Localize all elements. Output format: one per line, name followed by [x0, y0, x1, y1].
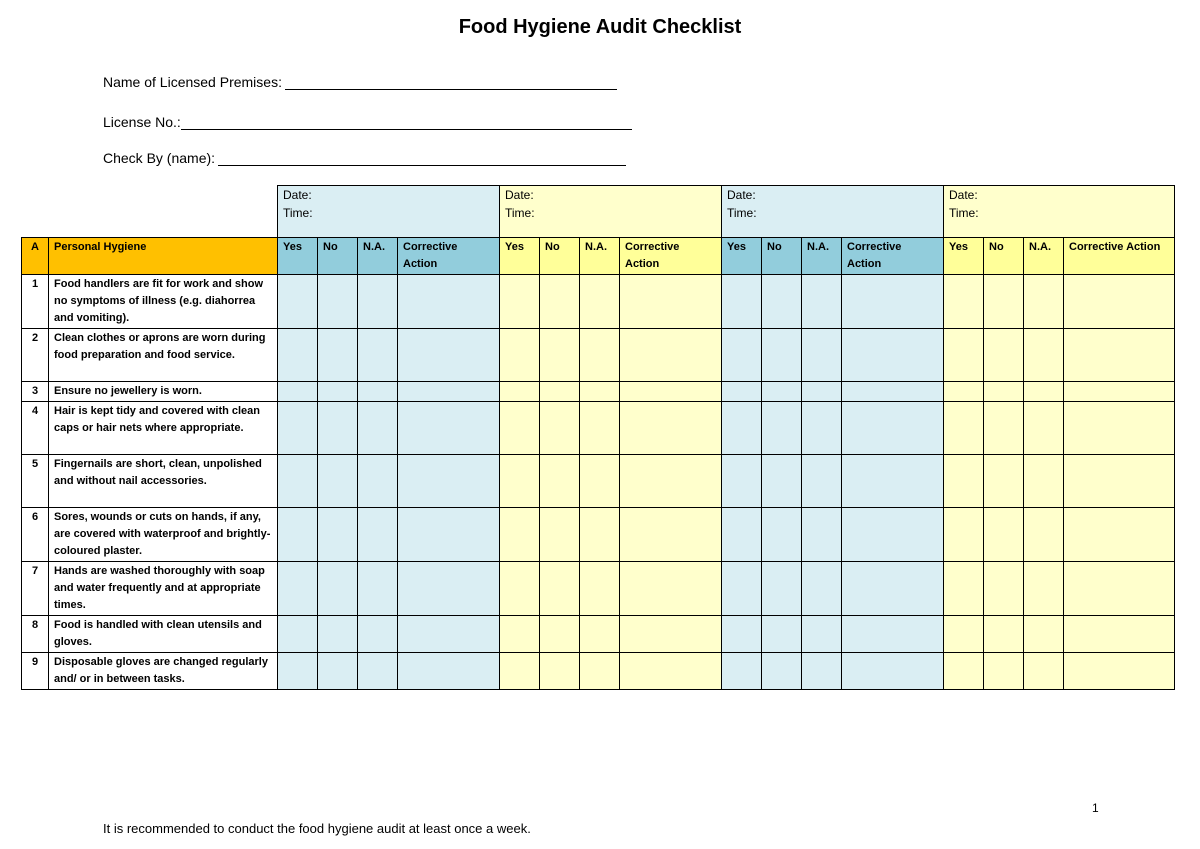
session-3-yes-cell[interactable]: [722, 275, 762, 329]
session-4-no-cell[interactable]: [984, 562, 1024, 616]
session-1-na-cell[interactable]: [358, 653, 398, 690]
session-3-action-cell[interactable]: [842, 508, 944, 562]
item-number: 3: [22, 382, 49, 402]
session-1-yes-cell[interactable]: [278, 275, 318, 329]
item-number: 7: [22, 562, 49, 616]
license-label: License No.:: [103, 114, 181, 130]
session-4-na-cell[interactable]: [1024, 402, 1064, 455]
session-4-na-cell[interactable]: [1024, 455, 1064, 508]
session-2-no-cell[interactable]: [540, 382, 580, 402]
session-1-action-cell[interactable]: [398, 653, 500, 690]
session-2-datetime[interactable]: [500, 186, 722, 238]
table-row: [22, 508, 1175, 562]
table-row: [22, 402, 1175, 455]
session-4-datetime[interactable]: [944, 186, 1175, 238]
session-1-action-cell[interactable]: [398, 382, 500, 402]
section-letter: A: [22, 238, 49, 275]
session-2-na-cell[interactable]: [580, 508, 620, 562]
session-2-no-cell[interactable]: [540, 616, 580, 653]
s2-action-header: Corrective Action: [620, 238, 722, 275]
s3-no-header: No: [762, 238, 802, 275]
session-4-na-cell[interactable]: [1024, 508, 1064, 562]
item-number: 4: [22, 402, 49, 455]
session-1-no-cell[interactable]: [318, 508, 358, 562]
session-3-na-cell[interactable]: [802, 455, 842, 508]
s1-no-header: No: [318, 238, 358, 275]
session-1-no-cell[interactable]: [318, 562, 358, 616]
item-text: Food handlers are fit for work and show no symptoms of illness (e.g. diahorrea and vomiting).: [49, 275, 278, 329]
session-2-na-cell[interactable]: [580, 382, 620, 402]
license-blank-line[interactable]: [181, 115, 632, 130]
session-1-action-cell[interactable]: [398, 508, 500, 562]
empty-corner: [22, 186, 278, 238]
session-1-yes-cell[interactable]: [278, 562, 318, 616]
s3-action-header: Corrective Action: [842, 238, 944, 275]
session-3-na-cell[interactable]: [802, 275, 842, 329]
session-1-no-cell[interactable]: [318, 402, 358, 455]
session-3-na-cell[interactable]: [802, 402, 842, 455]
session-4-no-cell[interactable]: [984, 455, 1024, 508]
date-time-row: [22, 186, 1175, 238]
session-2-yes-cell[interactable]: [500, 382, 540, 402]
s4-no-header: No: [984, 238, 1024, 275]
session-4-na-cell[interactable]: [1024, 562, 1064, 616]
session-3-action-cell[interactable]: [842, 329, 944, 382]
session-3-na-cell[interactable]: [802, 329, 842, 382]
session-3-yes-cell[interactable]: [722, 616, 762, 653]
session-4-date-label: Date:: [949, 188, 978, 202]
session-4-action-cell[interactable]: [1064, 508, 1175, 562]
check-by-blank-line[interactable]: [218, 151, 626, 166]
session-2-yes-cell[interactable]: [500, 562, 540, 616]
session-4-no-cell[interactable]: [984, 508, 1024, 562]
session-1-action-cell[interactable]: [398, 275, 500, 329]
item-number: 6: [22, 508, 49, 562]
session-3-date-label: Date:: [727, 188, 756, 202]
session-3-no-cell[interactable]: [762, 562, 802, 616]
s3-yes-header: Yes: [722, 238, 762, 275]
license-field[interactable]: [103, 114, 632, 130]
session-2-no-cell[interactable]: [540, 562, 580, 616]
session-1-no-cell[interactable]: [318, 275, 358, 329]
session-3-yes-cell[interactable]: [722, 402, 762, 455]
session-3-action-cell[interactable]: [842, 275, 944, 329]
session-2-na-cell[interactable]: [580, 455, 620, 508]
session-2-action-cell[interactable]: [620, 653, 722, 690]
session-3-action-cell[interactable]: [842, 382, 944, 402]
session-3-yes-cell[interactable]: [722, 329, 762, 382]
session-3-no-cell[interactable]: [762, 382, 802, 402]
session-2-no-cell[interactable]: [540, 329, 580, 382]
session-2-na-cell[interactable]: [580, 562, 620, 616]
s3-na-header: N.A.: [802, 238, 842, 275]
session-4-yes-cell[interactable]: [944, 616, 984, 653]
session-1-no-cell[interactable]: [318, 455, 358, 508]
session-3-action-cell[interactable]: [842, 562, 944, 616]
session-3-time-label: Time:: [727, 206, 757, 220]
session-3-yes-cell[interactable]: [722, 382, 762, 402]
session-4-action-cell[interactable]: [1064, 382, 1175, 402]
s2-yes-header: Yes: [500, 238, 540, 275]
session-4-yes-cell[interactable]: [944, 275, 984, 329]
s1-action-header: Corrective Action: [398, 238, 500, 275]
session-2-action-cell[interactable]: [620, 402, 722, 455]
session-2-no-cell[interactable]: [540, 455, 580, 508]
session-3-no-cell[interactable]: [762, 402, 802, 455]
session-1-action-cell[interactable]: [398, 455, 500, 508]
session-3-action-cell[interactable]: [842, 616, 944, 653]
table-row: [22, 329, 1175, 382]
session-4-yes-cell[interactable]: [944, 455, 984, 508]
session-3-action-cell[interactable]: [842, 455, 944, 508]
table-row: [22, 382, 1175, 402]
session-4-action-cell[interactable]: [1064, 275, 1175, 329]
session-1-na-cell[interactable]: [358, 616, 398, 653]
session-3-na-cell[interactable]: [802, 562, 842, 616]
session-4-yes-cell[interactable]: [944, 329, 984, 382]
item-number: 8: [22, 616, 49, 653]
session-3-na-cell[interactable]: [802, 382, 842, 402]
table-row: [22, 562, 1175, 616]
session-4-no-cell[interactable]: [984, 382, 1024, 402]
session-1-na-cell[interactable]: [358, 562, 398, 616]
session-3-no-cell[interactable]: [762, 275, 802, 329]
session-1-na-cell[interactable]: [358, 329, 398, 382]
audit-table: [21, 185, 1175, 690]
session-4-no-cell[interactable]: [984, 653, 1024, 690]
session-1-no-cell[interactable]: [318, 616, 358, 653]
session-4-action-cell[interactable]: [1064, 402, 1175, 455]
session-4-yes-cell[interactable]: [944, 402, 984, 455]
s4-action-header: Corrective Action: [1064, 238, 1175, 275]
session-2-no-cell[interactable]: [540, 275, 580, 329]
session-2-na-cell[interactable]: [580, 616, 620, 653]
session-2-yes-cell[interactable]: [500, 508, 540, 562]
s2-no-header: No: [540, 238, 580, 275]
item-text: Clean clothes or aprons are worn during food preparation and food service.: [49, 329, 278, 382]
session-2-no-cell[interactable]: [540, 653, 580, 690]
session-4-na-cell[interactable]: [1024, 329, 1064, 382]
session-1-na-cell[interactable]: [358, 455, 398, 508]
session-3-yes-cell[interactable]: [722, 455, 762, 508]
session-2-na-cell[interactable]: [580, 275, 620, 329]
item-number: 1: [22, 275, 49, 329]
session-2-action-cell[interactable]: [620, 382, 722, 402]
table-row: [22, 653, 1175, 690]
session-4-yes-cell[interactable]: [944, 508, 984, 562]
session-2-action-cell[interactable]: [620, 616, 722, 653]
session-4-na-cell[interactable]: [1024, 275, 1064, 329]
session-3-no-cell[interactable]: [762, 653, 802, 690]
session-3-no-cell[interactable]: [762, 455, 802, 508]
session-3-datetime[interactable]: [722, 186, 944, 238]
item-text: Hair is kept tidy and covered with clean caps or hair nets where appropriate.: [49, 402, 278, 455]
item-text: Ensure no jewellery is worn.: [49, 382, 278, 402]
session-1-yes-cell[interactable]: [278, 508, 318, 562]
item-text: Disposable gloves are changed regularly and/ or in between tasks.: [49, 653, 278, 690]
session-4-action-cell[interactable]: [1064, 329, 1175, 382]
column-header-row: [22, 238, 1175, 275]
session-4-time-label: Time:: [949, 206, 979, 220]
session-3-na-cell[interactable]: [802, 653, 842, 690]
item-text: Sores, wounds or cuts on hands, if any, are covered with waterproof and brightly-coloured plaster.: [49, 508, 278, 562]
s1-na-header: N.A.: [358, 238, 398, 275]
session-1-yes-cell[interactable]: [278, 653, 318, 690]
session-2-yes-cell[interactable]: [500, 616, 540, 653]
session-4-yes-cell[interactable]: [944, 562, 984, 616]
footer-note: It is recommended to conduct the food hygiene audit at least once a week.: [103, 821, 531, 836]
session-3-no-cell[interactable]: [762, 616, 802, 653]
session-4-na-cell[interactable]: [1024, 382, 1064, 402]
session-1-action-cell[interactable]: [398, 616, 500, 653]
session-3-action-cell[interactable]: [842, 653, 944, 690]
session-2-yes-cell[interactable]: [500, 402, 540, 455]
session-2-action-cell[interactable]: [620, 562, 722, 616]
session-1-datetime[interactable]: [278, 186, 500, 238]
section-name: Personal Hygiene: [49, 238, 278, 275]
check-by-field[interactable]: [103, 150, 626, 166]
session-2-na-cell[interactable]: [580, 329, 620, 382]
session-1-yes-cell[interactable]: [278, 455, 318, 508]
item-text: Food is handled with clean utensils and gloves.: [49, 616, 278, 653]
document-title: Food Hygiene Audit Checklist: [458, 16, 742, 38]
session-3-na-cell[interactable]: [802, 508, 842, 562]
premises-blank-line[interactable]: [285, 75, 617, 90]
session-1-na-cell[interactable]: [358, 275, 398, 329]
session-3-yes-cell[interactable]: [722, 653, 762, 690]
session-1-yes-cell[interactable]: [278, 402, 318, 455]
session-4-na-cell[interactable]: [1024, 653, 1064, 690]
s4-yes-header: Yes: [944, 238, 984, 275]
session-2-time-label: Time:: [505, 206, 535, 220]
session-1-action-cell[interactable]: [398, 329, 500, 382]
session-4-yes-cell[interactable]: [944, 382, 984, 402]
session-1-time-label: Time:: [283, 206, 313, 220]
session-1-action-cell[interactable]: [398, 562, 500, 616]
session-1-date-label: Date:: [283, 188, 312, 202]
table-row: [22, 275, 1175, 329]
session-2-yes-cell[interactable]: [500, 653, 540, 690]
table-row: [22, 455, 1175, 508]
session-3-action-cell[interactable]: [842, 402, 944, 455]
premises-label: Name of Licensed Premises:: [103, 74, 282, 90]
session-3-yes-cell[interactable]: [722, 562, 762, 616]
s2-na-header: N.A.: [580, 238, 620, 275]
session-2-action-cell[interactable]: [620, 508, 722, 562]
session-2-no-cell[interactable]: [540, 402, 580, 455]
session-2-action-cell[interactable]: [620, 275, 722, 329]
item-number: 5: [22, 455, 49, 508]
session-2-yes-cell[interactable]: [500, 275, 540, 329]
s4-na-header: N.A.: [1024, 238, 1064, 275]
session-4-action-cell[interactable]: [1064, 616, 1175, 653]
item-text: Fingernails are short, clean, unpolished and without nail accessories.: [49, 455, 278, 508]
session-1-action-cell[interactable]: [398, 402, 500, 455]
session-4-no-cell[interactable]: [984, 402, 1024, 455]
table-row: [22, 616, 1175, 653]
session-2-yes-cell[interactable]: [500, 455, 540, 508]
session-2-no-cell[interactable]: [540, 508, 580, 562]
session-3-yes-cell[interactable]: [722, 508, 762, 562]
check-by-label: Check By (name):: [103, 150, 216, 166]
item-number: 2: [22, 329, 49, 382]
session-1-no-cell[interactable]: [318, 329, 358, 382]
session-4-action-cell[interactable]: [1064, 455, 1175, 508]
session-2-na-cell[interactable]: [580, 653, 620, 690]
session-4-yes-cell[interactable]: [944, 653, 984, 690]
session-2-na-cell[interactable]: [580, 402, 620, 455]
session-1-no-cell[interactable]: [318, 653, 358, 690]
session-1-yes-cell[interactable]: [278, 329, 318, 382]
session-1-yes-cell[interactable]: [278, 382, 318, 402]
session-4-action-cell[interactable]: [1064, 562, 1175, 616]
session-2-yes-cell[interactable]: [500, 329, 540, 382]
session-4-na-cell[interactable]: [1024, 616, 1064, 653]
session-4-no-cell[interactable]: [984, 616, 1024, 653]
session-1-na-cell[interactable]: [358, 382, 398, 402]
s1-yes-header: Yes: [278, 238, 318, 275]
item-number: 9: [22, 653, 49, 690]
session-4-no-cell[interactable]: [984, 275, 1024, 329]
session-1-no-cell[interactable]: [318, 382, 358, 402]
session-2-action-cell[interactable]: [620, 455, 722, 508]
session-4-no-cell[interactable]: [984, 329, 1024, 382]
session-1-na-cell[interactable]: [358, 508, 398, 562]
session-3-no-cell[interactable]: [762, 329, 802, 382]
session-2-action-cell[interactable]: [620, 329, 722, 382]
page-number: 1: [1092, 801, 1099, 815]
item-text: Hands are washed thoroughly with soap and water frequently and at appropriate times.: [49, 562, 278, 616]
session-4-action-cell[interactable]: [1064, 653, 1175, 690]
session-3-na-cell[interactable]: [802, 616, 842, 653]
session-2-date-label: Date:: [505, 188, 534, 202]
premises-field[interactable]: [103, 74, 617, 90]
session-3-no-cell[interactable]: [762, 508, 802, 562]
session-1-yes-cell[interactable]: [278, 616, 318, 653]
session-1-na-cell[interactable]: [358, 402, 398, 455]
